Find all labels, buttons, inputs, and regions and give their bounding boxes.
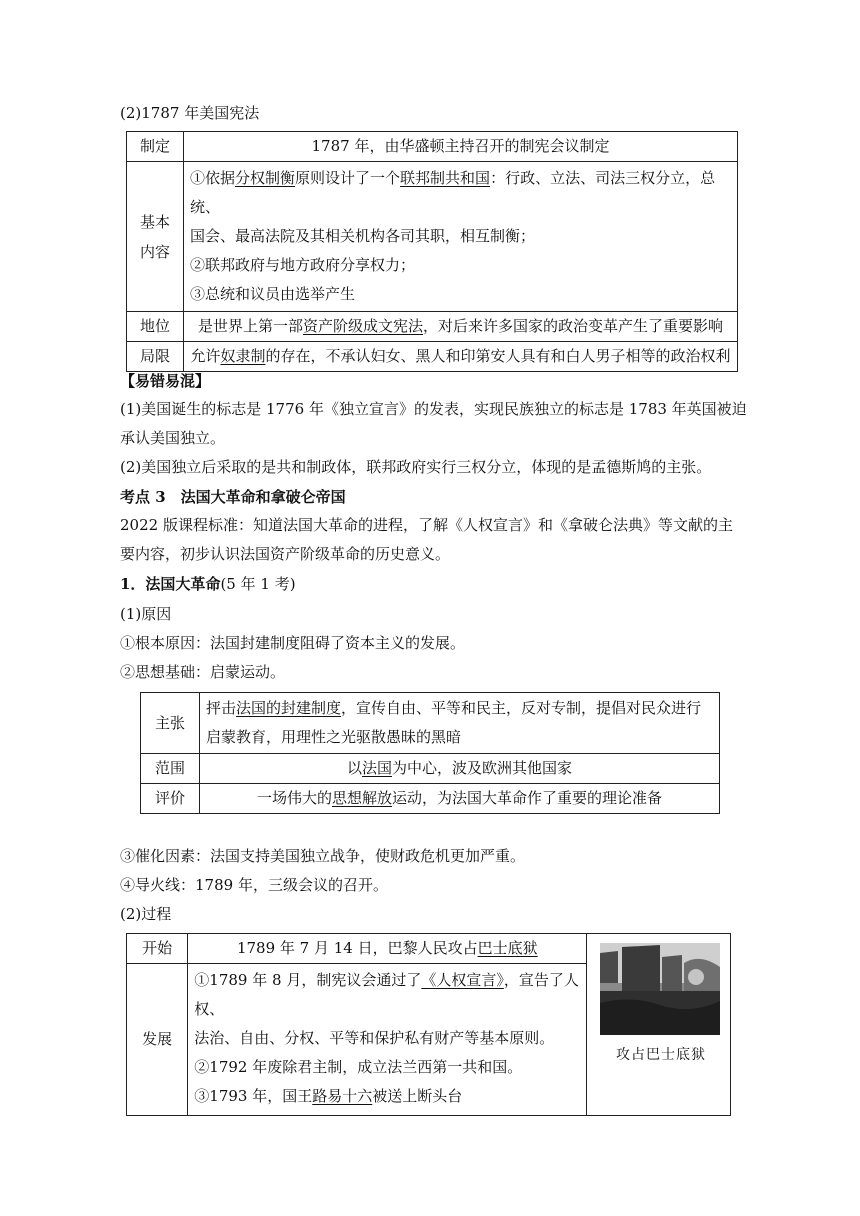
basic-content-text — [184, 162, 738, 312]
ideas-text-cont: 启蒙教育，用理性之光驱散愚昧的黑暗 — [206, 728, 462, 746]
storming-bastille-image — [600, 943, 720, 1035]
ideas-text: 抨击法国的封建制度，宣传自由、平等和民主，反对专制，提倡对民众进行 启蒙教育，用理性之光驱散愚昧的黑暗 — [200, 693, 720, 754]
label-basic-content-1: 基本 — [139, 212, 170, 231]
pitfalls-heading: 【易错易混】 — [120, 372, 211, 390]
label-basic-content — [127, 162, 184, 312]
term-declaration: 《人权宣言》 — [421, 971, 504, 989]
scope-text: 以法国为中心，波及欧洲其他国家 — [200, 754, 720, 784]
standard-line-2: 要内容，初步认识法国资产阶级革命的历史意义。 — [120, 545, 451, 563]
cause-1: ①根本原因：法国封建制度阻碍了资本主义的发展。 — [120, 634, 466, 652]
section-1-heading: 1．法国大革命(5 年 1 考) — [120, 575, 296, 593]
term-thought-liberation: 思想解放 — [331, 789, 392, 807]
term-louis-xvi: 路易十六 — [312, 1087, 373, 1105]
term-written-constitution: 资产阶级成文宪法 — [302, 317, 423, 335]
content-item-2: ②联邦政府与地方政府分享权力； — [190, 256, 416, 274]
term-feudal-system: 法国的封建制度 — [236, 699, 342, 717]
term-separation-of-powers: 分权制衡 — [235, 169, 296, 187]
drafting-text: 1787 年，由华盛顿主持召开的制宪会议制定 — [184, 132, 738, 162]
label-start: 开始 — [127, 934, 188, 964]
term-france: 法国 — [361, 759, 392, 777]
constitution-table — [126, 131, 738, 372]
image-caption: 攻占巴士底狱 — [616, 1047, 706, 1063]
label-drafting: 制定 — [127, 132, 184, 162]
constitution-heading: (2)1787 年美国宪法 — [120, 104, 260, 122]
pitfall-1-line-2: 承认美国独立。 — [120, 429, 226, 447]
standard-line-1: 2022 版课程标准：知道法国大革命的进程，了解《人权宣言》和《拿破仑法典》等文献的主 — [120, 516, 733, 534]
causes-heading: (1)原因 — [120, 605, 172, 623]
cause-4: ④导火线：1789 年，三级会议的召开。 — [120, 876, 388, 894]
label-development: 发展 — [127, 964, 188, 1116]
term-slavery: 奴隶制 — [220, 347, 266, 365]
label-status: 地位 — [127, 312, 184, 342]
evaluation-text: 一场伟大的思想解放运动，为法国大革命作了重要的理论准备 — [200, 784, 720, 814]
label-evaluation: 评价 — [141, 784, 200, 814]
cause-3: ③催化因素：法国支持美国独立战争，使财政危机更加严重。 — [120, 847, 526, 865]
term-bastille: 巴士底狱 — [477, 939, 538, 957]
content-item-1: ①依据分权制衡原则设计了一个联邦制共和国：行政、立法、司法三权分立，总统、 — [190, 169, 716, 216]
development-item-2: ②1792 年废除君主制，成立法兰西第一共和国。 — [194, 1058, 523, 1076]
label-ideas: 主张 — [141, 693, 200, 754]
development-text: ①1789 年 8 月，制宪议会通过了《人权宣言》，宣告了人权、 法治、自由、分权、平等和保护私有财产等基本原则。 ②1792 年废除君主制，成立法兰西第一共和国。 ③1793 年，国王路易十六被送上断头台 — [188, 964, 587, 1116]
term-federal-republic: 联邦制共和国 — [400, 169, 491, 187]
label-basic-content-2: 内容 — [139, 242, 170, 261]
enlightenment-table — [140, 692, 720, 814]
label-limitation: 局限 — [127, 342, 184, 372]
content-item-3: ③总统和议员由选举产生 — [190, 285, 356, 303]
pitfall-2: (2)美国独立后采取的是共和制政体，联邦政府实行三权分立，体现的是孟德斯鸠的主张。 — [120, 458, 712, 476]
label-scope: 范围 — [141, 754, 200, 784]
topic-heading: 考点 3 法国大革命和拿破仑帝国 — [120, 488, 346, 506]
cause-2: ②思想基础：启蒙运动。 — [120, 663, 286, 681]
development-item-1-cont: 法治、自由、分权、平等和保护私有财产等基本原则。 — [194, 1029, 555, 1047]
start-text: 1789 年 7 月 14 日，巴黎人民攻占巴士底狱 — [188, 934, 587, 964]
content-item-1-cont: 国会、最高法院及其相关机构各司其职，相互制衡； — [190, 227, 536, 245]
pitfall-1-line-1: (1)美国诞生的标志是 1776 年《独立宣言》的发表，实现民族独立的标志是 1783 年英国被迫 — [120, 400, 747, 418]
status-text: 是世界上第一部资产阶级成文宪法，对后来许多国家的政治变革产生了重要影响 — [184, 312, 738, 342]
process-heading: (2)过程 — [120, 905, 172, 923]
limitation-text: 允许奴隶制的存在，不承认妇女、黑人和印第安人具有和白人男子相等的政治权利 — [184, 342, 738, 372]
